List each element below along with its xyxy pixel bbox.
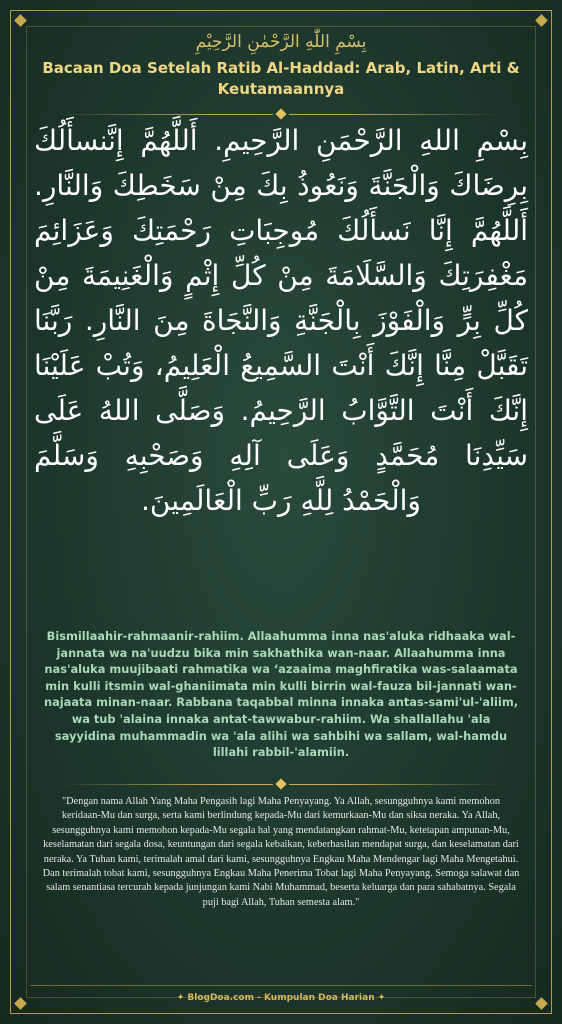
corner-diamond-icon [535,14,548,27]
indonesian-translation: "Dengan nama Allah Yang Maha Pengasih lagi Maha Penyayang. Ya Allah, sesungguhnya kami memohon keridaan-Mu dan surga, serta kami berlindung kepada-Mu dari kemurkaan-Mu dan siksa neraka. Ya Allah, sesungguhnya kami memohon kepada-Mu segala hal yang mendatangkan rahmat-Mu, ketetapan ampunan-Mu, keselamatan dari segala dosa, keuntungan dari segala kebaikan, keberhasilan mendapat surga, dan keselamatan dari neraka. Ya Tuhan kami, terimalah amal dari kami, sesungguhnya Engkau Maha Mendengar lagi Maha Mengetahui. Dan terimalah tobat kami, sesungguhnya Engkau Maha Penerima Tobat lagi Maha Penyayang. Semoga salawat dan salam senantiasa tercurah kepada junjungan kami Nabi Muhammad, beserta keluarga dan para sahabatnya. Segala puji bagi Allah, Tuhan semesta alam." [42,796,520,908]
footer-divider [30,985,532,986]
latin-transliteration: Bismillaahir-rahmaanir-rahiim. Allaahumma inna nas'aluka ridhaaka wal-jannata wa na'uudzu bika min sakhathika wan-naar. Allaahumma inna nas'aluka muujibaati rahmatika wa ‘azaaima maghfiratika was-salaamata min kulli itsmin wal-ghaniimata min kulli birrin wal-fauza bil-jannati wan-najaata minan-naar. Rabbana taqabbal minna innaka antas-sami'ul-'aliim, wa tub 'alaina innaka antat-tawwabur-rahiim. Wa shallallahu 'ala sayyidina muhammadin wa 'ala alihi wa sahbihi wa sallam, wal-hamdu lillahi rabbil-'alamiin. [43,629,519,760]
diamond-ornament-icon [275,778,286,789]
section-divider [60,778,502,792]
header-bismillah: بِسْمِ اللّٰهِ الرَّحْمٰنِ الرَّحِيْمِ [195,32,367,52]
arabic-prayer-text: بِسْمِ اللهِ الرَّحْمَنِ الرَّحِيمِ. أَللَّهُمَّ إِنَّنسأَلُكَ بِرِضَاكَ وَالْجَنَّةَ وَنَعُوذُ بِكَ مِنْ سَخَطِكَ وَالنَّارِ. أَللَّهُمَّ إِنَّا نَسأَلُكَ مُوجِبَاتِ رَحْمَتِكَ وَعَزَائِمَ مَغْفِرَتِكَ وَالسَّلَامَةَ مِنْ كُلِّ إِثْمٍ وَالْغَنِيمَةَ مِنْ كُلِّ بِرٍّ وَالْفَوْزَ بِالْجَنَّةِ وَالنَّجَاةَ مِنَ النَّارِ. رَبَّنَا تَقَبَّلْ مِنَّا إِنَّكَ أَنْتَ السَّمِيعُ الْعَلِيمُ، وَتُبْ عَلَيْنَا إِنَّكَ أَنْتَ التَّوَّابُ الرَّحِيمُ. وَصَلَّى اللهُ عَلَى سَيِّدِنَا مُحَمَّدٍ وَعَلَى آلِهِ وَصَحْبِهِ وَسَلَّمَ وَالْحَمْدُ لِلَّهِ رَبِّ الْعَالَمِينَ. [34,124,528,517]
page-title: Bacaan Doa Setelah Ratib Al-Haddad: Arab, Latin, Arti & Keutamaannya [42,59,520,98]
corner-diamond-icon [14,14,27,27]
footer-credit: ✦ BlogDoa.com - Kumpulan Doa Harian ✦ [176,993,386,1003]
